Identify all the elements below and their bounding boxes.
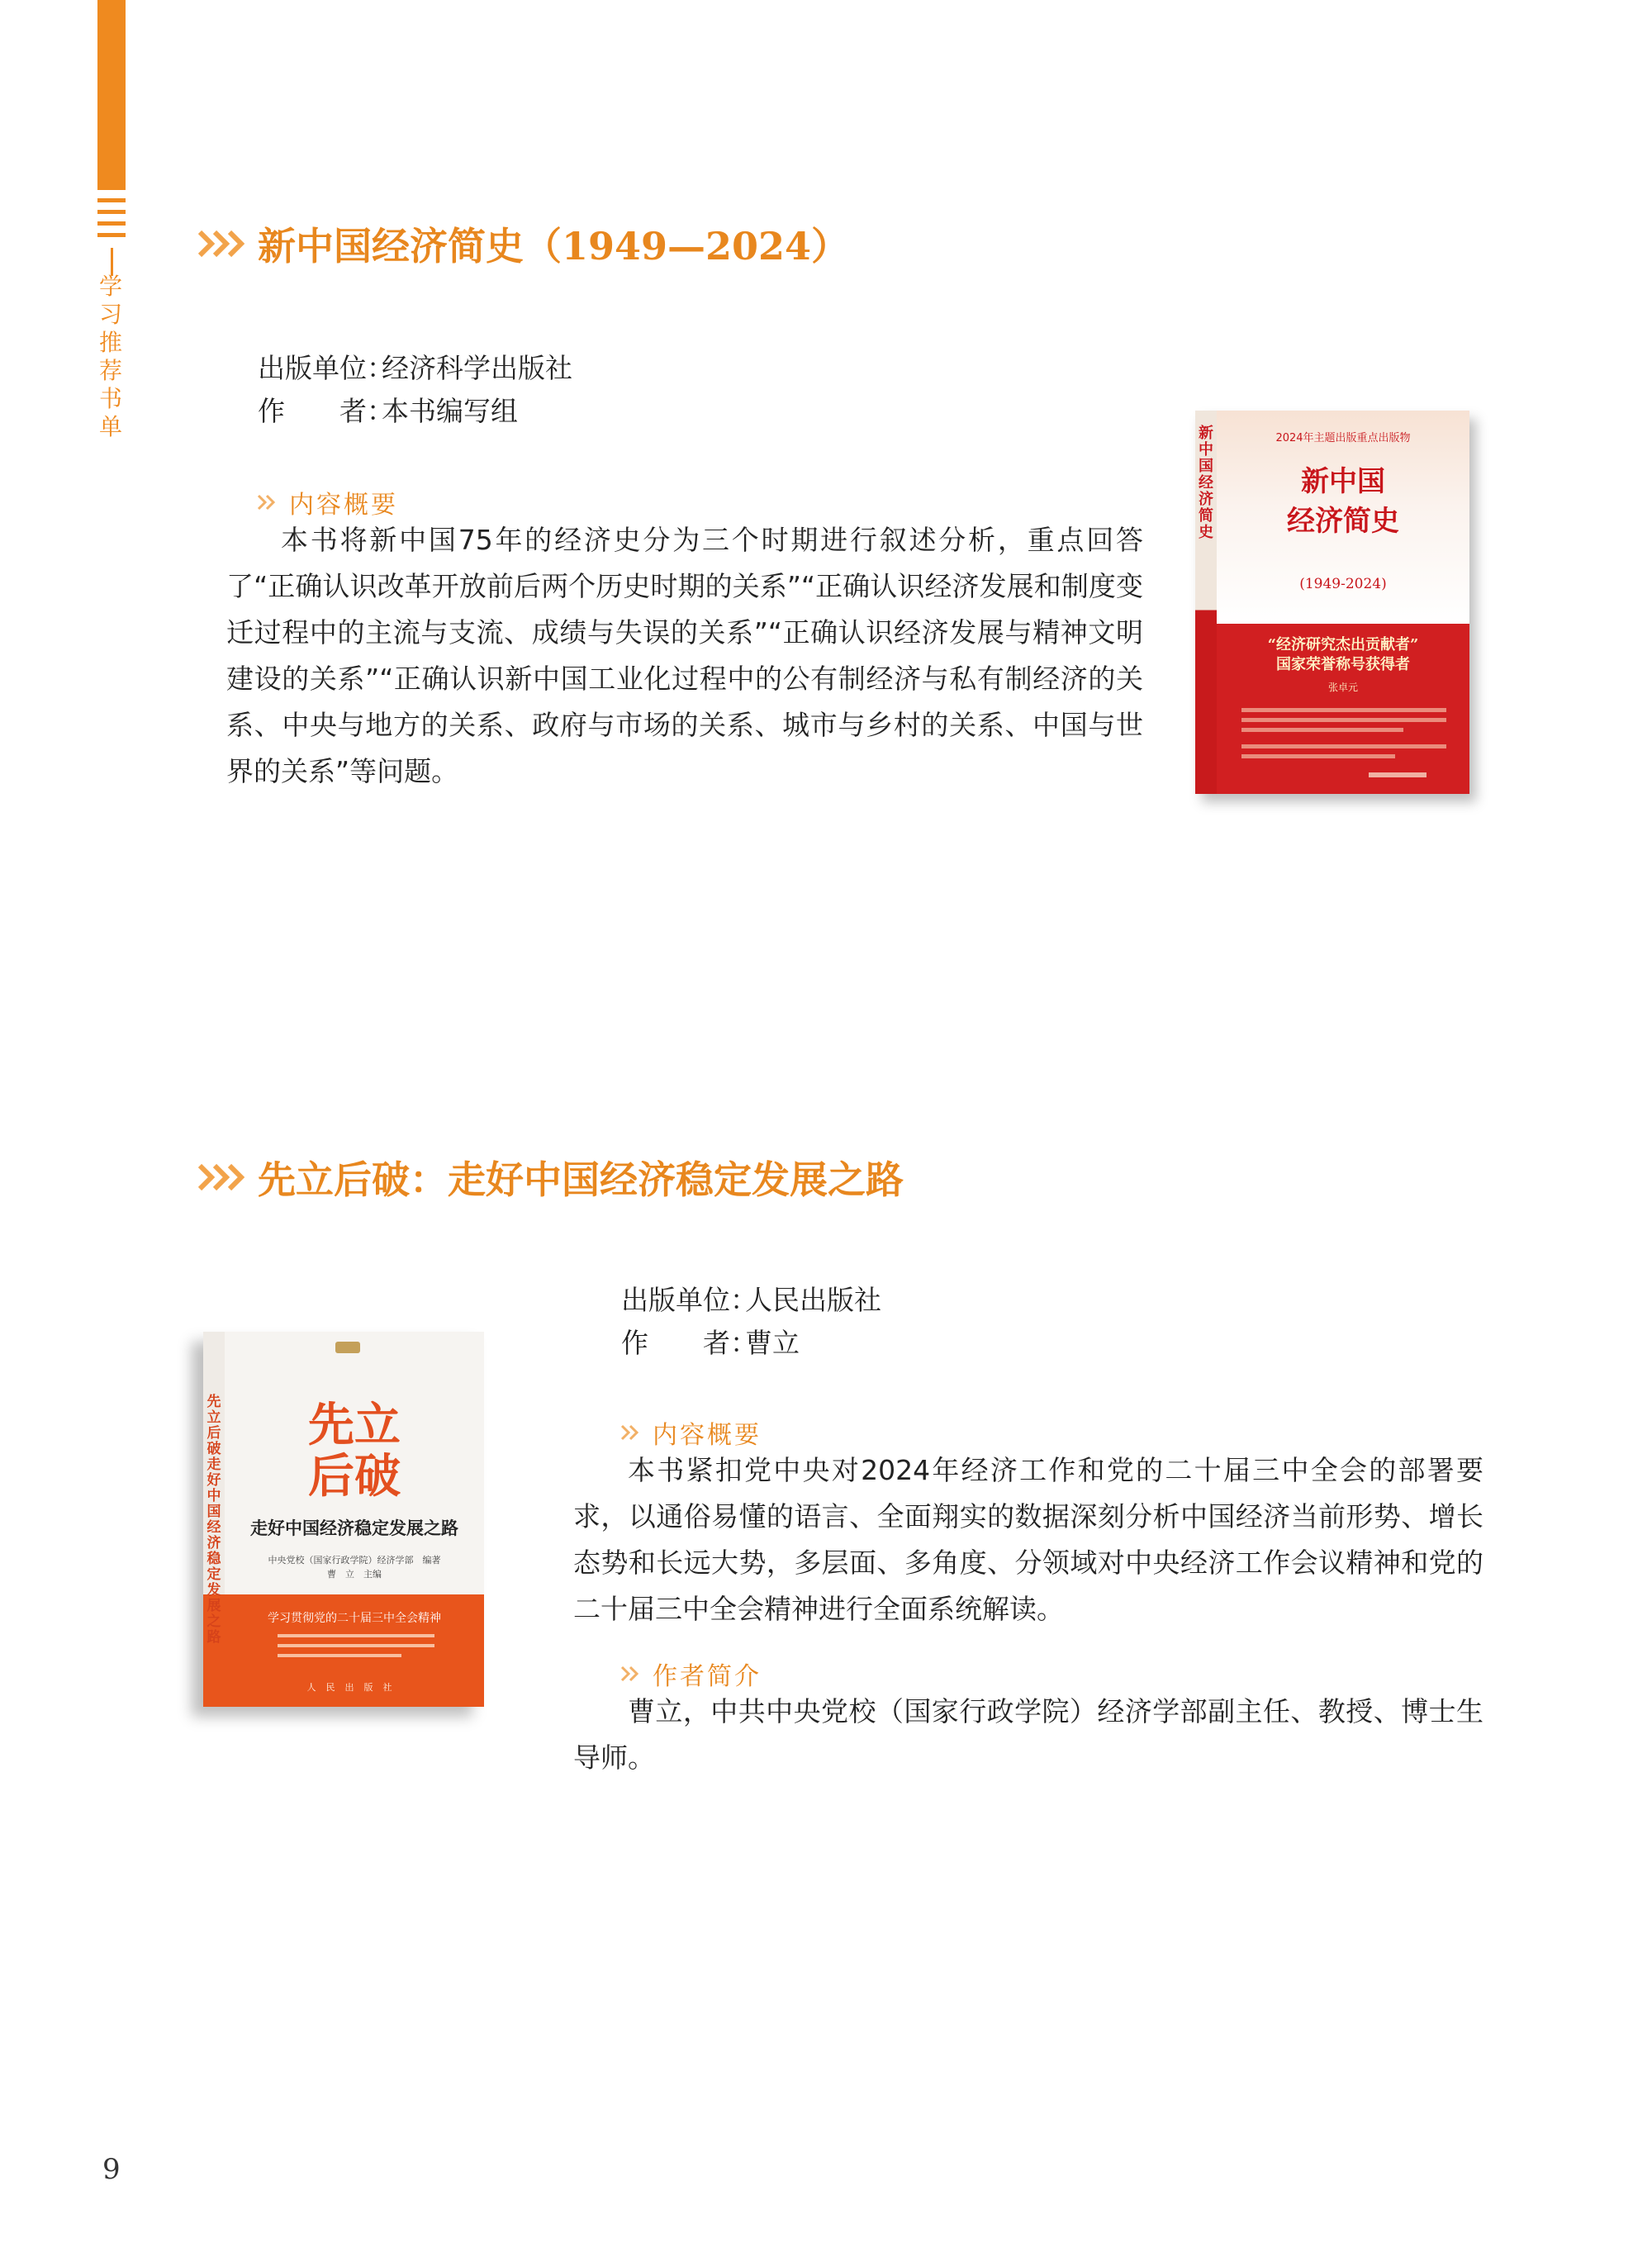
- book-2-cover-big-line: 先立: [308, 1398, 401, 1452]
- book-1-cover-years: (1949-2024): [1299, 576, 1387, 592]
- book-2-publisher: 人民出版社: [745, 1284, 881, 1316]
- triple-chevron-icon: [197, 1161, 248, 1194]
- book-2-title: 先立后破：走好中国经济稳定发展之路: [258, 1157, 904, 1202]
- book-2-cover-band-title: 学习贯彻党的二十届三中全会精神: [268, 1612, 441, 1625]
- book-2-author-heading: 作者简介: [653, 1662, 762, 1691]
- cover-fine-print: [1241, 728, 1403, 732]
- book-1-cover-title: [1217, 462, 1469, 541]
- book-2-cover-editor-line: 曹 立 主编: [327, 1569, 382, 1580]
- book-1-cover-person: 张卓元: [1327, 682, 1358, 693]
- author-label: 作 者：: [621, 1327, 757, 1359]
- book-2-cover-big-line: 后破: [308, 1449, 401, 1504]
- book-1-author: 本书编写组: [382, 395, 518, 427]
- double-chevron-icon: [620, 1665, 644, 1683]
- sidebar-stripe: [97, 221, 126, 226]
- cover-fine-print: [1241, 744, 1446, 748]
- double-chevron-icon: [620, 1423, 644, 1442]
- book-1-summary: 本书将新中国75年的经济史分为三个时期进行叙述分析，重点回答了“正确认识改革开放前后两个历史时期的关系”“正确认识经济发展和制度变迁过程中的主流与支流、成绩与失误的关系”“正确认识经济发展与精神文明建设的关系”“正确认识新中国工业化过程中的公有制经济与私有制经济的关系、中央与地方的关系、政府与市场的关系、城市与乡村的关系、中国与世界的关系”等问题。: [226, 524, 1143, 787]
- book-2-cover-big-title: [225, 1399, 484, 1502]
- book-2-author-bio: 曹立，中共中央党校（国家行政学院）经济学部副主任、教授、博士生导师。: [573, 1695, 1483, 1774]
- book-2-summary-heading: 内容概要: [653, 1421, 762, 1450]
- book-1-summary-heading-row: [256, 484, 398, 520]
- book-2-author: 曹立: [745, 1327, 800, 1359]
- book-2-cover-editor-line: 中央党校（国家行政学院）经济学部 编著: [268, 1555, 441, 1566]
- cover-fine-print: [1241, 708, 1446, 712]
- book-1-cover-spine-text: 新中国经济简史: [1199, 425, 1213, 541]
- book-1-cover-award-line: “经济研究杰出贡献者”: [1267, 636, 1419, 653]
- sidebar-stripe: [97, 198, 126, 202]
- triple-chevron-icon: [197, 227, 248, 260]
- book-1-cover-award-line: 国家荣誉称号获得者: [1276, 656, 1410, 673]
- book-1-cover-title-line: 经济简史: [1287, 505, 1399, 538]
- sidebar-rule: [111, 248, 113, 276]
- book-2-cover-spine-text: 先立后破走好中国经济稳定发展之路: [206, 1394, 221, 1646]
- book-1-cover: [1195, 411, 1469, 794]
- cover-fine-print: [278, 1654, 401, 1657]
- book-1-title-row: [197, 216, 849, 271]
- publisher-label: 出版单位：: [258, 352, 394, 384]
- book-2-author-heading-row: [620, 1656, 762, 1692]
- book-1-publisher: 经济科学出版社: [382, 352, 572, 384]
- party-emblem-icon: [335, 1342, 360, 1353]
- book-2-cover-press: 人民出版社: [306, 1682, 402, 1693]
- book-1-cover-series: 2024年主题出版重点出版物: [1275, 432, 1411, 444]
- book-2-cover-editor: [225, 1553, 484, 1581]
- book-1-cover-award: [1217, 635, 1469, 675]
- book-1-cover-title-line: 新中国: [1301, 465, 1385, 498]
- author-label: 作 者：: [258, 395, 394, 427]
- book-2-title-row: [197, 1150, 904, 1205]
- cover-publisher-mark: [1369, 772, 1427, 777]
- book-1-publisher-row: [258, 347, 572, 390]
- publisher-label: 出版单位：: [621, 1284, 757, 1316]
- cover-fine-print: [1241, 754, 1395, 758]
- book-2-summary-heading-row: [620, 1414, 762, 1451]
- double-chevron-icon: [256, 493, 281, 511]
- book-2-publisher-row: [621, 1279, 881, 1322]
- book-1-title: 新中国经济简史（1949—2024）: [258, 224, 850, 268]
- sidebar-accent-bar: [97, 0, 126, 190]
- book-1-author-row: [258, 390, 518, 433]
- page-number: 9: [102, 2153, 121, 2186]
- book-1-summary-heading: 内容概要: [289, 491, 398, 520]
- cover-fine-print: [278, 1644, 434, 1647]
- book-2-author-row: [621, 1322, 800, 1365]
- cover-fine-print: [1241, 718, 1446, 722]
- sidebar-section-label: 学习推荐书单: [98, 273, 122, 440]
- book-2-summary: 本书紧扣党中央对2024年经济工作和党的二十届三中全会的部署要求，以通俗易懂的语言、全面翔实的数据深刻分析中国经济当前形势、增长态势和长远大势，多层面、多角度、分领域对中央经济工作会议精神和党的二十届三中全会精神进行全面系统解读。: [573, 1454, 1483, 1625]
- sidebar-stripe: [97, 233, 126, 237]
- book-2-cover-subtitle: 走好中国经济稳定发展之路: [250, 1518, 458, 1538]
- sidebar-stripe: [97, 210, 126, 214]
- cover-fine-print: [278, 1634, 434, 1637]
- book-2-cover: [203, 1332, 484, 1707]
